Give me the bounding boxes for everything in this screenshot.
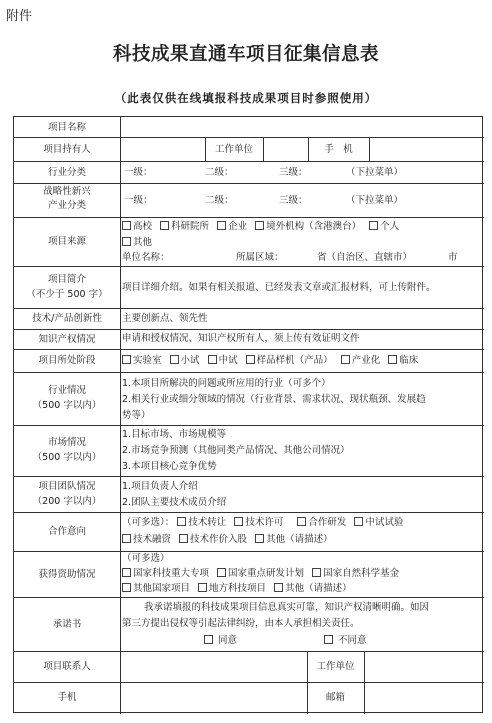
region-label: 所属区域： [236,252,284,263]
emerging-dropdown-hint[interactable]: （下拉菜单） [346,195,404,206]
funding-option-nsfc[interactable]: 国家自然科学基金 [312,568,399,579]
disagree-option[interactable]: 不同意 [324,633,367,648]
source-option-enterprise[interactable]: 企业 [217,221,247,232]
industry-dropdown-hint[interactable]: （下拉菜单） [346,167,404,178]
label-work-unit: 工作单位 [214,143,253,155]
industry-level3-label: 三级： [279,167,308,178]
innovation-hint[interactable]: 主要创新点、领先性 [122,313,208,324]
page-subtitle: （此表仅供在线填报科技成果项目时参照使用） [114,91,378,105]
source-option-overseas[interactable]: 境外机构（含港澳台） [255,221,361,232]
team-hint[interactable]: 1.项目负责人介绍 2.团队主要技术成员介绍 [122,481,227,508]
city-label: 市 [448,252,458,263]
label-team: 项目团队情况 （200 字以内） [32,481,102,507]
label-contact-mobile: 手机 [57,692,77,703]
funding-option-major-project[interactable]: 国家科技重大专项 [122,568,209,579]
label-emerging-industry: 战略性新兴 产业分类 [43,186,91,211]
input-project-owner[interactable] [121,137,205,161]
funding-options-row1 [122,566,404,581]
source-option-individual[interactable]: 个人 [369,221,399,232]
label-project-intro: 项目简介 （不少于 500 字） [26,274,108,300]
coop-option-joint-rd[interactable]: 合作研发 [297,517,346,528]
stage-option-prototype[interactable]: 样品样机（产品） [246,355,333,366]
source-option-other[interactable]: 其他 [122,235,152,250]
emerging-level3-label: 三级： [279,195,308,206]
input-contact[interactable] [121,651,307,682]
funding-option-key-rd[interactable]: 国家重点研发计划 [217,568,304,579]
source-option-institute[interactable]: 科研院所 [160,221,209,232]
emerging-level2-label: 二级： [205,195,234,206]
stage-option-lab[interactable]: 实验室 [122,355,162,366]
industry-level1-label: 一级： [124,167,153,178]
label-contact: 项目联系人 [43,661,91,672]
funding-prefix: （可多选） [122,553,170,564]
input-contact-mobile[interactable] [121,682,307,713]
label-commitment: 承诺书 [52,618,82,630]
coop-options-row2 [122,532,338,547]
input-work-unit[interactable] [264,137,308,161]
coop-option-license[interactable]: 技术许可 [234,517,283,528]
ip-hint[interactable]: 申请和授权情况、知识产权所有人，须上传有效证明文件 [122,333,360,344]
source-option-university[interactable]: 高校 [122,221,152,232]
coop-option-financing[interactable]: 技术融资 [122,534,171,545]
coop-option-equity[interactable]: 技术作价入股 [179,534,247,545]
coop-option-other[interactable]: 其他（请描述） [255,534,333,545]
agree-option[interactable]: 同意 [204,633,237,648]
label-contact-work-unit: 工作单位 [316,661,355,672]
label-cooperation: 合作意向 [47,526,86,537]
label-funding: 获得资助情况 [38,568,96,580]
emerging-level1-label: 一级： [124,195,153,206]
industry-level2-label: 二级： [205,167,234,178]
project-intro-hint[interactable]: 项目详细介绍。如果有相关报道、已经发表文章或汇报材料，可上传附件。 [122,282,436,293]
input-project-name[interactable] [121,117,483,137]
funding-option-other[interactable]: 其他（请描述） [274,583,352,594]
industry-status-hint[interactable]: 1.本项目所解决的问题或所应用的行业（可多个） 2.相关行业或细分领域的情况（行业背景、需求状况、现状瓶颈、发展趋 势等） [122,378,426,421]
label-project-owner: 项目持有人 [43,143,91,155]
coop-option-pilot-test[interactable]: 中试试验 [354,517,403,528]
label-market: 市场情况 （500 字以内） [32,437,102,463]
label-project-source: 项目来源 [47,236,86,247]
stage-option-pilot[interactable]: 中试 [208,355,238,366]
label-email: 邮箱 [325,692,345,703]
funding-option-other-national[interactable]: 其他国家项目 [122,583,190,594]
label-innovation: 技术/产品创新性 [32,313,102,324]
source-options-row1 [122,219,404,234]
unit-name-label: 单位名称： [122,252,170,263]
label-industry: 行业分类 [47,166,86,178]
funding-options-row2 [122,581,357,596]
stage-options [122,353,423,368]
page-title: 科技成果直通车项目征集信息表 [112,44,379,65]
label-mobile: 手 机 [324,143,353,155]
stage-option-pilot-small[interactable]: 小试 [170,355,200,366]
info-form-table [13,116,483,713]
commitment-text-line2: 第三方提出侵权等引起法律纠纷，由本人承担相关责任。 [122,618,360,629]
input-email[interactable] [365,682,483,713]
label-stage: 项目所处阶段 [38,355,96,366]
coop-options-row1: （可多选）： 技术转让 技术许可 合作研发 中试试验 [122,517,404,528]
market-hint[interactable]: 1.目标市场、市场规模等 2.市场竞争预测（其他同类产品情况、其他公司情况） 3.本项目核心竞争优势 [122,429,350,472]
commitment-text-line1: 我承诺填报的科技成果项目信息真实可靠，知识产权清晰明确。如因 [144,602,430,613]
input-mobile[interactable] [370,137,483,161]
stage-option-industrialization[interactable]: 产业化 [341,355,381,366]
coop-option-transfer[interactable]: 技术转让 [177,517,226,528]
label-industry-status: 行业情况 （500 字以内） [32,385,102,411]
input-contact-work-unit[interactable] [365,651,483,682]
province-label: 省（自治区、直辖市） [317,252,413,263]
stage-option-clinical[interactable]: 临床 [388,355,418,366]
label-project-name: 项目名称 [47,121,86,133]
attachment-label: 附件 [6,9,33,24]
funding-option-local[interactable]: 地方科技项目 [198,583,266,594]
label-ip: 知识产权情况 [38,333,96,345]
